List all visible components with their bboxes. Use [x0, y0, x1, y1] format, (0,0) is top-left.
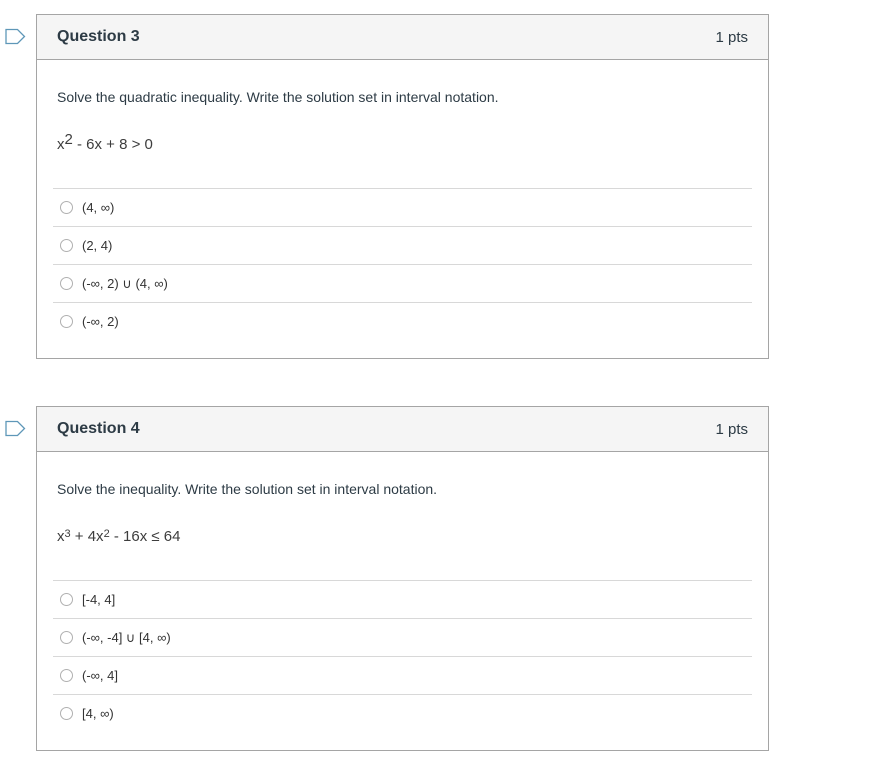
- radio-button[interactable]: [60, 707, 73, 720]
- answer-option[interactable]: [53, 694, 752, 732]
- answer-option[interactable]: [53, 302, 752, 340]
- question-row: [0, 406, 887, 751]
- answer-label: [-4, 4]: [82, 592, 116, 607]
- radio-button[interactable]: [60, 239, 73, 252]
- question-header: [37, 15, 768, 60]
- formula-superscript: 3: [64, 528, 71, 540]
- question-title: Question 3: [57, 28, 140, 45]
- answer-list: [53, 188, 752, 340]
- formula-superscript: 2: [64, 131, 73, 148]
- radio-button[interactable]: [60, 315, 73, 328]
- flag-pin-icon[interactable]: [5, 420, 26, 437]
- formula-text: x: [57, 136, 65, 153]
- answer-label: (-∞, 4]: [82, 668, 118, 683]
- answer-label: (2, 4): [82, 238, 113, 253]
- answer-option[interactable]: [53, 580, 752, 618]
- radio-button[interactable]: [60, 201, 73, 214]
- answer-label: (-∞, -4] ∪ [4, ∞): [82, 630, 171, 645]
- answer-label: (4, ∞): [82, 200, 115, 215]
- question-title: Question 4: [57, 420, 140, 437]
- formula-text: - 6x + 8 > 0: [72, 136, 153, 153]
- question-prompt: Solve the inequality. Write the solution set in interval notation.: [57, 481, 438, 497]
- radio-button[interactable]: [60, 277, 73, 290]
- flag-pin-icon[interactable]: [5, 28, 26, 45]
- answer-option[interactable]: [53, 188, 752, 226]
- answer-list: [53, 580, 752, 732]
- question-points: 1 pts: [715, 28, 748, 46]
- question-body: [37, 60, 768, 358]
- answer-option[interactable]: [53, 656, 752, 694]
- answer-label: (-∞, 2): [82, 314, 119, 329]
- radio-button[interactable]: [60, 669, 73, 682]
- answer-label: (-∞, 2) ∪ (4, ∞): [82, 276, 168, 291]
- formula-text: - 16x ≤ 64: [109, 528, 181, 545]
- radio-button[interactable]: [60, 593, 73, 606]
- answer-label: [4, ∞): [82, 706, 114, 721]
- question-prompt: Solve the quadratic inequality. Write the solution set in interval notation.: [57, 89, 499, 105]
- answer-option[interactable]: [53, 226, 752, 264]
- question-card: [36, 14, 769, 359]
- answer-option[interactable]: [53, 618, 752, 656]
- question-body: [37, 452, 768, 750]
- answer-option[interactable]: [53, 264, 752, 302]
- question-header: [37, 407, 768, 452]
- question-card: [36, 406, 769, 751]
- question-formula: [57, 526, 748, 548]
- radio-button[interactable]: [60, 631, 73, 644]
- formula-text: x: [57, 528, 65, 545]
- question-formula: [57, 131, 748, 156]
- question-points: 1 pts: [715, 420, 748, 438]
- question-row: [0, 14, 887, 359]
- formula-text: + 4x: [70, 528, 104, 545]
- formula-superscript: 2: [103, 528, 110, 540]
